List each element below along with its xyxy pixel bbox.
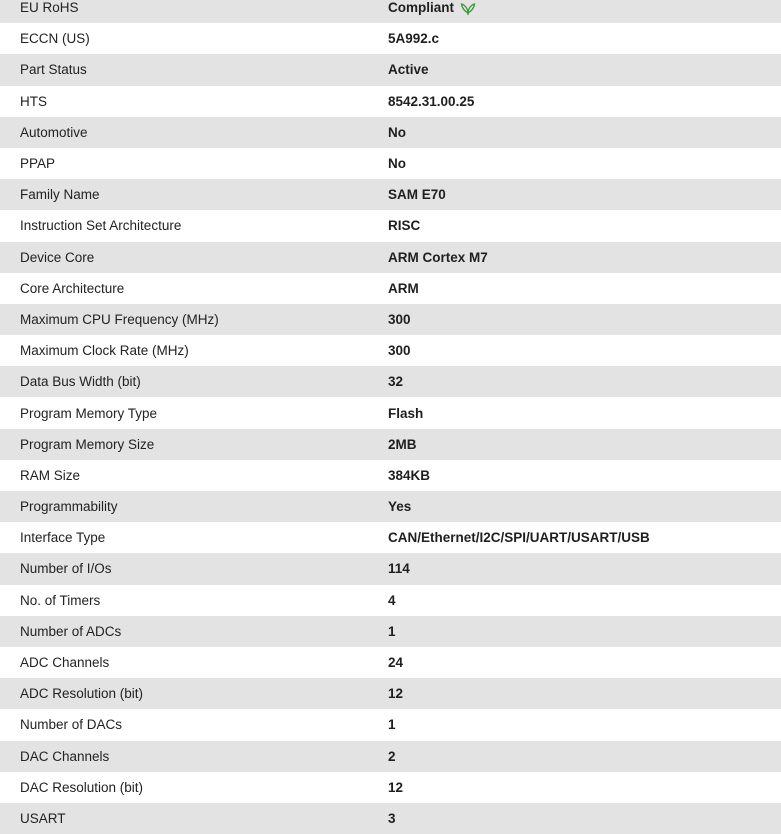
spec-value: 24 <box>388 655 404 671</box>
leaf-icon <box>460 1 476 15</box>
spec-label: Device Core <box>20 249 95 265</box>
table-row <box>0 210 781 241</box>
spec-value: 384KB <box>388 467 431 483</box>
spec-label: Maximum Clock Rate (MHz) <box>20 343 189 359</box>
spec-label: Program Memory Size <box>20 436 155 452</box>
spec-label: Data Bus Width (bit) <box>20 374 141 390</box>
table-row <box>0 429 781 460</box>
table-row <box>0 491 781 522</box>
table-row <box>0 0 781 23</box>
spec-value: SAM E70 <box>388 187 446 203</box>
table-row <box>0 242 781 273</box>
spec-label: Number of DACs <box>20 717 123 733</box>
spec-value: 1 <box>388 623 396 639</box>
table-row <box>0 803 781 834</box>
table-row <box>0 54 781 85</box>
spec-label: No. of Timers <box>20 592 101 608</box>
spec-label: ADC Channels <box>20 655 110 671</box>
spec-label: ECCN (US) <box>20 31 90 47</box>
spec-label: Number of I/Os <box>20 561 112 577</box>
spec-value: No <box>388 156 406 172</box>
spec-value: 8542.31.00.25 <box>388 93 475 109</box>
spec-value: 114 <box>388 561 410 577</box>
spec-value: ARM <box>388 280 419 296</box>
table-row <box>0 179 781 210</box>
spec-value: Compliant <box>388 0 454 16</box>
table-row <box>0 647 781 678</box>
spec-label: Number of ADCs <box>20 623 122 639</box>
spec-label: Maximum CPU Frequency (MHz) <box>20 311 219 327</box>
table-row <box>0 616 781 647</box>
spec-label: Part Status <box>20 62 87 78</box>
table-row <box>0 553 781 584</box>
spec-label: Programmability <box>20 499 118 515</box>
spec-label: Program Memory Type <box>20 405 158 421</box>
table-row <box>0 23 781 54</box>
spec-label: EU RoHS <box>20 0 79 16</box>
table-row <box>0 460 781 491</box>
table-row <box>0 86 781 117</box>
table-row <box>0 335 781 366</box>
spec-label: USART <box>20 810 66 826</box>
spec-label: Family Name <box>20 187 100 203</box>
spec-label: PPAP <box>20 156 56 172</box>
spec-value: 300 <box>388 343 411 359</box>
spec-label: DAC Channels <box>20 748 110 764</box>
spec-label: Instruction Set Architecture <box>20 218 182 234</box>
table-row <box>0 741 781 772</box>
spec-value: No <box>388 124 406 140</box>
spec-value: Active <box>388 62 429 78</box>
spec-value: 4 <box>388 592 396 608</box>
spec-value: ARM Cortex M7 <box>388 249 488 265</box>
spec-value: RISC <box>388 218 421 234</box>
table-row <box>0 304 781 335</box>
spec-value: Yes <box>388 499 412 515</box>
spec-label: DAC Resolution (bit) <box>20 779 144 795</box>
spec-value: 1 <box>388 717 396 733</box>
spec-value: 300 <box>388 311 411 327</box>
spec-value: 2 <box>388 748 396 764</box>
spec-value: Flash <box>388 405 424 421</box>
table-row <box>0 522 781 553</box>
spec-value: 12 <box>388 686 404 702</box>
table-row <box>0 366 781 397</box>
table-row <box>0 273 781 304</box>
spec-value: 5A992.c <box>388 31 440 47</box>
table-row <box>0 148 781 179</box>
spec-value: 3 <box>388 810 396 826</box>
table-row <box>0 709 781 740</box>
spec-value: 32 <box>388 374 404 390</box>
spec-value: CAN/Ethernet/I2C/SPI/UART/USART/USB <box>388 530 650 546</box>
spec-label: Core Architecture <box>20 280 125 296</box>
spec-value: 12 <box>388 779 404 795</box>
table-row <box>0 397 781 428</box>
table-row <box>0 772 781 803</box>
table-row <box>0 678 781 709</box>
spec-label: ADC Resolution (bit) <box>20 686 144 702</box>
table-row <box>0 117 781 148</box>
table-row <box>0 585 781 616</box>
spec-value: 2MB <box>388 436 417 452</box>
spec-label: Interface Type <box>20 530 106 546</box>
spec-label: RAM Size <box>20 467 81 483</box>
spec-label: HTS <box>20 93 47 109</box>
spec-label: Automotive <box>20 124 88 140</box>
